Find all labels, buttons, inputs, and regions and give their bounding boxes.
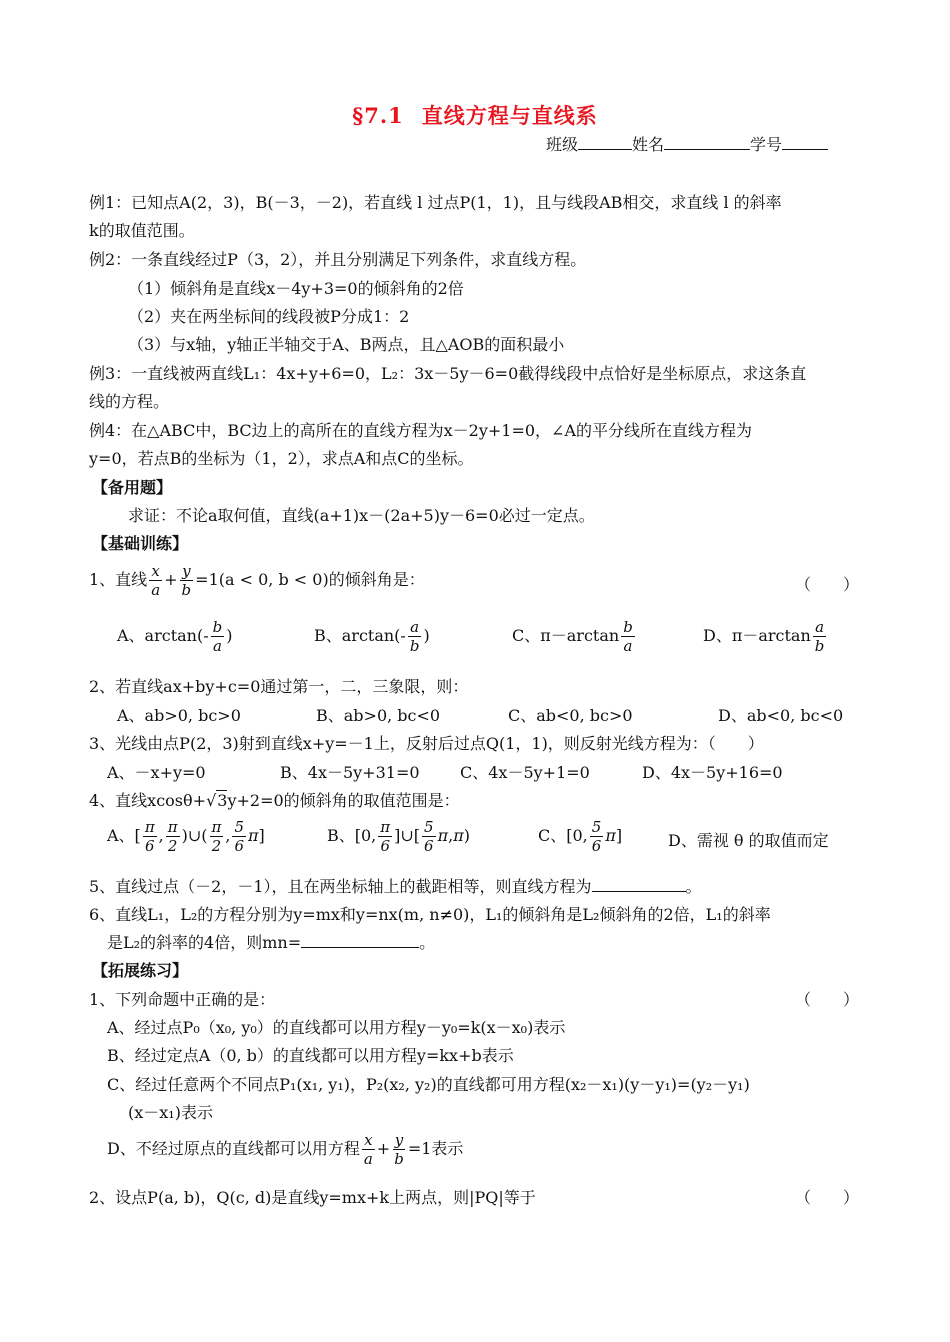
basic-q3-option-d: D、4x－5y+16=0 [642,763,783,782]
example-2-part-1: （1）倾斜角是直线x－4y+3=0的倾斜角的2倍 [128,279,464,298]
basic-q4-option-d: D、需视 θ 的取值而定 [668,831,829,850]
backup-problem: 求证：不论a取何值，直线(a+1)x－(2a+5)y－6=0必过一定点。 [128,506,595,525]
example-2-part-3: （3）与x轴，y轴正半轴交于A、B两点，且△AOB的面积最小 [128,335,565,354]
basic-q1-option-c: C、π－arctan $\frac{b}{a}$ [512,618,633,655]
extend-q1-option-c-line-1: C、经过任意两个不同点P₁(x₁, y₁)，P₂(x₂, y₂)的直线都可用方程(x₂－x₁)(y－y₁)=(y₂－y₁) [107,1075,750,1094]
basic-q1-option-d: D、π－arctan $\frac{a}{b}$ [703,618,825,655]
basic-q5: 5、直线过点（－2，－1），且在两坐标轴上的截距相等，则直线方程为 。 [89,877,702,896]
basic-q4-option-b: B、[0, $\frac{\pi}{6}$ ]∪[ $\frac{5}{6}$ π,π) [327,818,470,855]
extend-q1-answer-paren: （ ） [795,990,860,1009]
class-info-line: 班级 姓名 学号 [546,132,828,155]
basic-q2-option-a: A、ab>0, bc>0 [117,706,241,725]
extend-q2-answer-paren: （ ） [795,1188,860,1207]
basic-q1-option-a: A、arctan(- $\frac{b}{a}$ ) [117,618,233,655]
basic-q3-option-c: C、4x－5y+1=0 [460,763,590,782]
example-3-line-2: 线的方程。 [89,392,170,411]
example-2: 例2：一条直线经过P（3，2），并且分别满足下列条件，求直线方程。 [89,250,587,269]
page-title: §7.1 直线方程与直线系 [352,103,598,128]
extend-q1-option-b: B、经过定点A（0, b）的直线都可以用方程y=kx+b表示 [107,1046,514,1065]
basic-q2-option-b: B、ab>0, bc<0 [316,706,441,725]
basic-q1: 1、直线 $\frac{x}{a}$ + $\frac{y}{b}$ =1(a < 0, b < 0)的倾斜角是： [89,562,425,599]
extend-q2: 2、设点P(a, b)，Q(c, d)是直线y=mx+k上两点，则|PQ|等于 [89,1188,536,1207]
extend-q1-option-a: A、经过点P₀（x₀, y₀）的直线都可以用方程y－y₀=k(x－x₀)表示 [107,1018,566,1037]
example-1-line-2: k的取值范围。 [89,221,195,240]
extend-q1-option-d: D、不经过原点的直线都可以用方程 $\frac{x}{a}$ + $\frac{y}{b}$ =1表示 [107,1131,464,1168]
example-3-line-1: 例3：一直线被两直线L₁：4x+y+6=0，L₂：3x－5y－6=0截得线段中点恰好是坐标原点，求这条直 [89,364,807,383]
basic-q4-option-c: C、[0, $\frac{5}{6}$ π] [538,818,623,855]
extend-q1: 1、下列命题中正确的是： [89,990,276,1009]
basic-q2: 2、若直线ax+by+c=0通过第一，二，三象限，则： [89,677,469,696]
basic-q6-line-2: 是L₂的斜率的4倍，则mn= 。 [107,933,436,952]
basic-q6-line-1: 6、直线L₁，L₂的方程分别为y=mx和y=nx(m, n≠0)，L₁的倾斜角是L₂倾斜角的2倍，L₁的斜率 [89,905,771,924]
example-2-part-2: （2）夹在两坐标间的线段被P分成1：2 [128,307,410,326]
basic-q3: 3、光线由点P(2，3)射到直线x+y=－1上，反射后过点Q(1，1)，则反射光线方程为：（ ） [89,734,764,753]
basic-q2-option-d: D、ab<0, bc<0 [718,706,844,725]
example-1-line-1: 例1：已知点A(2，3)，B(－3，－2)，若直线 l 过点P(1，1)，且与线段AB相交，求直线 l 的斜率 [89,193,782,212]
extend-q1-option-c-line-2: (x－x₁)表示 [128,1103,213,1122]
basic-q3-option-b: B、4x－5y+31=0 [280,763,420,782]
basic-q1-answer-paren: （ ） [795,575,860,594]
basic-heading: 【基础训练】 [92,534,189,553]
backup-heading: 【备用题】 [92,478,173,497]
basic-q4: 4、直线xcosθ+√3y+2=0的倾斜角的取值范围是： [89,791,460,810]
basic-q2-option-c: C、ab<0, bc>0 [508,706,633,725]
basic-q4-option-a: A、[ $\frac{\pi}{6}$ , $\frac{\pi}{2}$ )∪( $\frac{\pi}{2}$ , $\frac{5}{6}$ π] [107,818,265,855]
basic-q3-option-a: A、－x+y=0 [107,763,206,782]
example-4-line-2: y=0，若点B的坐标为（1，2），求点A和点C的坐标。 [89,449,474,468]
example-4-line-1: 例4：在△ABC中，BC边上的高所在的直线方程为x－2y+1=0，∠A的平分线所在直线方程为 [89,421,753,440]
basic-q1-option-b: B、arctan(- $\frac{a}{b}$ ) [314,618,430,655]
extend-heading: 【拓展练习】 [92,961,189,980]
